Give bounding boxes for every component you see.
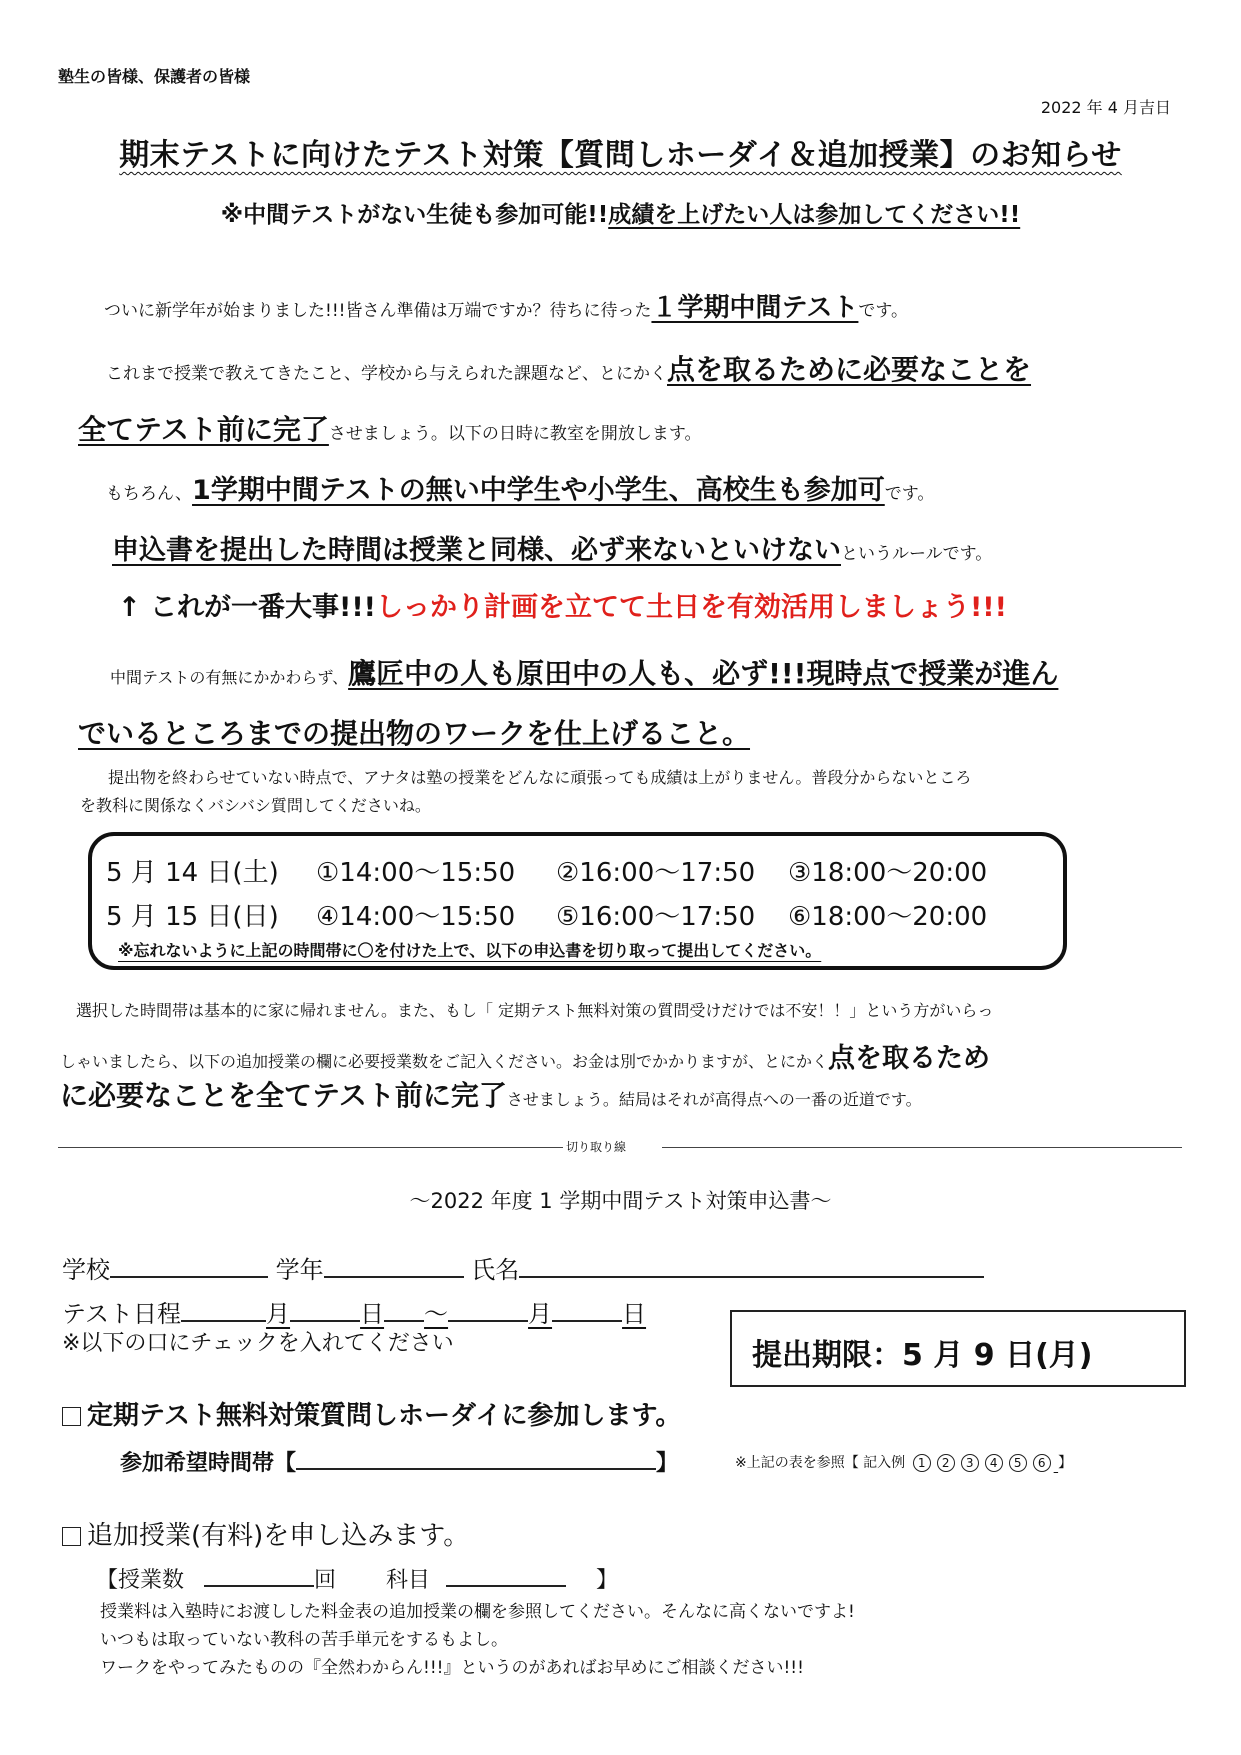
option-2-checkbox[interactable] [62, 1527, 81, 1546]
p4-tail: です。 [884, 484, 935, 504]
option-2-label: 追加授業(有料)を申し込みます。 [87, 1521, 470, 1551]
after-line-2 [60, 1036, 990, 1075]
paragraph-1 [104, 287, 908, 324]
p3-text: させましょう。以下の日時に教室を開放します。 [328, 424, 702, 444]
start-day-label: 日 [360, 1300, 385, 1328]
paragraph-7 [110, 652, 1058, 692]
paragraph-10: を教科に関係なくバシバシ質問してくださいね。 [80, 796, 431, 815]
paragraph-2 [106, 348, 1031, 388]
school-label: 学校 [62, 1256, 110, 1284]
form-row-test-schedule [62, 1294, 646, 1329]
example-6: 6 [1033, 1454, 1051, 1472]
cut-line-label: 切り取り線 [566, 1140, 627, 1154]
cut-line-right [662, 1147, 1182, 1148]
example-1: 1 [913, 1454, 931, 1472]
option-1-slot-row [120, 1446, 678, 1477]
paragraph-9: 提出物を終わらせていない時点で、アナタは塾の授業をどんなに頑張っても成績は上がりません。普段分からないところ [108, 768, 972, 787]
name-field[interactable] [519, 1252, 984, 1278]
slot-1: ①14:00～15:50 [316, 858, 516, 888]
paragraph-6 [118, 585, 1007, 624]
slot-3: ③18:00～20:00 [788, 858, 988, 888]
p3-emphasis: 全てテスト前に完了 [78, 413, 329, 446]
schedule-label: テスト日程 [62, 1300, 182, 1328]
tilde: ～ [424, 1300, 449, 1328]
paragraph-5 [112, 528, 992, 567]
p4-emphasis: 1学期中間テストの無い中学生や小学生、高校生も参加可 [192, 475, 885, 506]
schedule-date-2: 5 月 15 日(日) [106, 902, 279, 932]
schedule-row-2 [106, 896, 987, 933]
p5-emphasis: 申込書を提出した時間は授業と同様、必ず来ないといけない [112, 535, 841, 566]
lessons-label: 【授業数 [96, 1568, 185, 1593]
subtitle-part-a: ※中間テストがない生徒も参加可能!! [220, 202, 609, 228]
paragraph-3 [78, 408, 702, 448]
option-2 [62, 1515, 469, 1552]
end-day-label: 日 [622, 1300, 647, 1328]
date: 2022 年 4 月吉日 [1040, 98, 1171, 117]
subtitle [0, 196, 1241, 229]
slot-5: ⑤16:00～17:50 [556, 902, 756, 932]
note-3: ワークをやってみたものの『全然わからん!!!』というのがあればお早めにご相談ください!!! [100, 1658, 804, 1678]
school-field[interactable] [110, 1252, 268, 1278]
schedule-row-1 [106, 852, 987, 889]
paragraph-8: でいるところまでの提出物のワークを仕上げること。 [78, 717, 751, 750]
slot-4: ④14:00～15:50 [316, 902, 516, 932]
slot-field[interactable] [296, 1446, 656, 1470]
schedule-note: ※忘れないように上記の時間帯に〇を付けた上で、以下の申込書を切り取って提出してください。 [118, 941, 822, 960]
p7-emphasis: 鷹匠中の人も原田中の人も、必ず!!!現時点で授業が進ん [348, 657, 1059, 690]
option-1-reference [735, 1452, 1072, 1472]
cut-line-left [58, 1147, 563, 1148]
start-month-field[interactable] [181, 1296, 266, 1322]
end-month-label: 月 [528, 1300, 553, 1328]
p6-red-emphasis: しっかり計画を立てて土日を有効活用しましょう!!! [375, 592, 1007, 623]
after-line-1: 選択した時間帯は基本的に家に帰れません。また、もし「 定期テスト無料対策の質問受けだけでは不安！！」という方がいらっ [76, 1001, 994, 1020]
name-label: 氏名 [471, 1256, 520, 1284]
p1-emphasis: １学期中間テスト [651, 293, 859, 323]
subtitle-part-b: 成績を上げたい人は参加してください!! [608, 202, 1021, 228]
slot-close: 】 [656, 1451, 679, 1476]
start-month-label: 月 [266, 1300, 291, 1328]
form-title: ～2022 年度 1 学期中間テスト対策申込書～ [409, 1189, 832, 1213]
p1-text: ついに新学年が始まりました!!!皆さん準備は万端ですか？待ちに待った [104, 301, 652, 321]
option-1 [62, 1395, 681, 1432]
gap-1 [384, 1296, 424, 1322]
p4-text: もちろん、 [106, 484, 193, 504]
example-3: 3 [961, 1454, 979, 1472]
ref-text: ※上記の表を参照【 記入例 [735, 1455, 906, 1471]
grade-field[interactable] [324, 1252, 464, 1278]
option-1-checkbox[interactable] [62, 1407, 81, 1426]
grade-label: 学年 [275, 1256, 324, 1284]
example-2: 2 [937, 1454, 955, 1472]
slot-label: 参加希望時間帯【 [120, 1451, 297, 1476]
note-2: いつもは取っていない教科の苦手単元をするもよし。 [100, 1630, 508, 1650]
after-line-3 [60, 1074, 922, 1114]
form-row-school [62, 1250, 984, 1285]
note-1: 授業料は入塾時にお渡しした料金表の追加授業の欄を参照してください。そんなに高くないですよ! [100, 1602, 855, 1622]
p6-text: ↑ これが一番大事!!! [118, 592, 376, 623]
lessons-count-field[interactable] [204, 1563, 314, 1587]
ref-close: 】 [1058, 1455, 1073, 1471]
example-5: 5 [1009, 1454, 1027, 1472]
end-day-field[interactable] [552, 1296, 622, 1322]
lessons-close: 】 [596, 1568, 619, 1593]
lessons-unit: 回 [314, 1568, 337, 1593]
slot-2: ②16:00～17:50 [556, 858, 756, 888]
schedule-date-1: 5 月 14 日(土) [106, 858, 279, 888]
after-l2-emphasis: 点を取るため [828, 1043, 991, 1074]
slot-6: ⑥18:00～20:00 [788, 902, 988, 932]
p2-text: これまで授業で教えてきたこと、学校から与えられた課題など、とにかく [106, 364, 667, 384]
after-l3-emphasis: に必要なことを全てテスト前に完了 [60, 1079, 507, 1112]
end-month-field[interactable] [448, 1296, 528, 1322]
p2-emphasis: 点を取るために必要なことを [667, 353, 1032, 386]
start-day-field[interactable] [290, 1296, 360, 1322]
after-l2-text: しゃいましたら、以下の追加授業の欄に必要授業数をご記入ください。お金は別でかかりますが、とにかく [60, 1052, 829, 1071]
lessons-row [96, 1563, 618, 1594]
subject-field[interactable] [446, 1563, 566, 1587]
example-4: 4 [985, 1454, 1003, 1472]
p7-text: 中間テストの有無にかかわらず、 [110, 668, 349, 687]
deadline-text: 提出期限：5 月 9 日(月) [752, 1338, 1093, 1373]
addressee: 塾生の皆様、保護者の皆様 [58, 67, 251, 86]
check-note: ※以下の口にチェックを入れてください [62, 1331, 454, 1356]
subject-label: 科目 [386, 1568, 431, 1593]
option-1-label: 定期テスト無料対策質問しホーダイに参加します。 [87, 1401, 682, 1431]
p5-text: というルールです。 [841, 544, 993, 564]
after-l3-text: させましょう。結局はそれが高得点への一番の近道です。 [506, 1090, 922, 1109]
page-title: 期末テストに向けたテスト対策【質問しホーダイ＆追加授業】のお知らせ [119, 138, 1122, 173]
p1-tail: です。 [858, 301, 909, 321]
paragraph-4 [106, 468, 934, 507]
